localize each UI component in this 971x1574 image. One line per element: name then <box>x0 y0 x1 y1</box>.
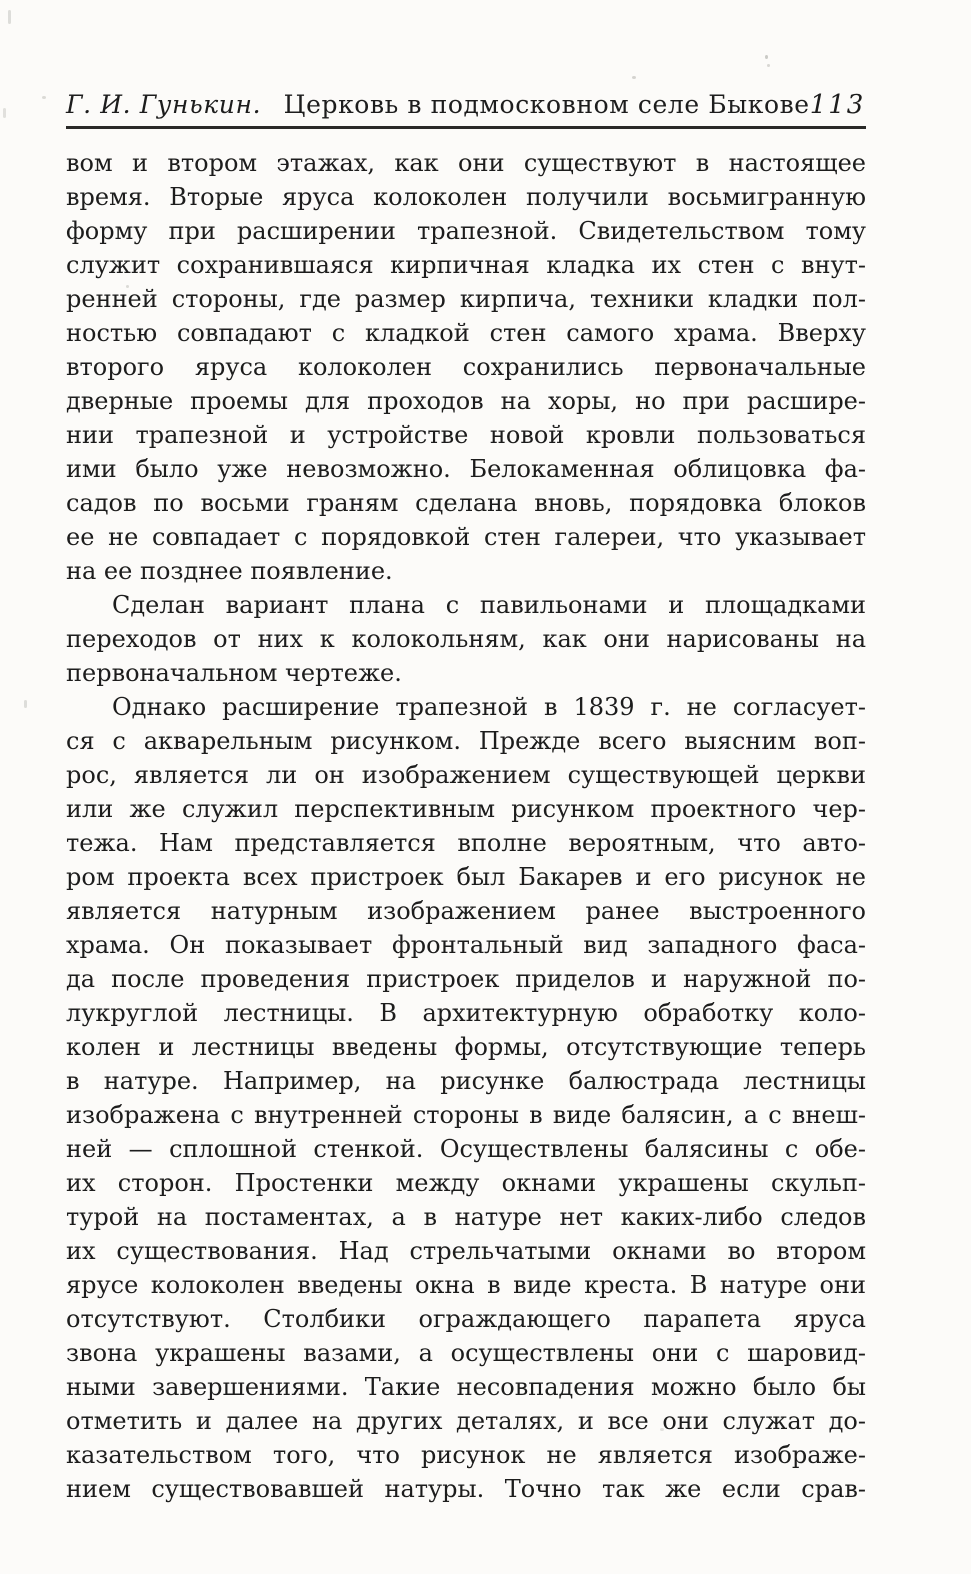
text-line: храма. Он показывает фронтальный вид западного фаса- <box>66 931 866 959</box>
text-line: форму при расширении трапезной. Свидетельством тому <box>66 217 866 245</box>
text-line: казательством того, что рисунок не является изображе- <box>66 1441 866 1469</box>
text-line: ными завершениями. Такие несовпадения можно было бы <box>66 1373 866 1401</box>
text-line: да после проведения пристроек приделов и наружной по- <box>66 965 866 993</box>
text-line: ее не совпадает с порядовкой стен галереи, что указывает <box>66 523 866 551</box>
text-line: время. Вторые яруса колоколен получили восьмигранную <box>66 183 866 211</box>
text-line: является натурным изображением ранее выстроенного <box>66 897 866 925</box>
text-line: ней — сплошной стенкой. Осуществлены балясины с обе- <box>66 1135 866 1163</box>
text-line: звона украшены вазами, а осуществлены они с шаровид- <box>66 1339 866 1367</box>
scan-speck <box>767 64 770 67</box>
text-line: ярусе колоколен введены окна в виде креста. В натуре они <box>66 1271 866 1299</box>
text-line: Сделан вариант плана с павильонами и площадками <box>112 591 866 619</box>
header-rule <box>66 126 866 129</box>
body-text <box>66 146 866 1506</box>
text-line: турой на постаментах, а в натуре нет каких-либо следов <box>66 1203 866 1231</box>
scan-speck <box>765 55 768 59</box>
scan-speck <box>42 96 46 99</box>
page-number: 113 <box>809 90 866 120</box>
text-line: рос, является ли он изображением существующей церкви <box>66 761 866 789</box>
text-line: отсутствуют. Столбики ограждающего парапета яруса <box>66 1305 866 1333</box>
text-line: ром проекта всех пристроек был Бакарев и его рисунок не <box>66 863 866 891</box>
text-line: садов по восьми граням сделана вновь, порядовка блоков <box>66 489 866 517</box>
scan-speck <box>3 108 6 118</box>
text-line: лукруглой лестницы. В архитектурную обработку коло- <box>66 999 866 1027</box>
text-line: вом и втором этажах, как они существуют в настоящее <box>66 149 866 177</box>
text-line: в натуре. Например, на рисунке балюстрада лестницы <box>66 1067 866 1095</box>
running-header-text <box>66 90 810 120</box>
header-title: Церковь в подмосковном селе Быкове <box>283 90 810 119</box>
text-line: их существования. Над стрельчатыми окнами во втором <box>66 1237 866 1265</box>
text-line: отметить и далее на других деталях, и все они служат до- <box>66 1407 866 1435</box>
text-line: первоначальном чертеже. <box>66 659 402 687</box>
scan-speck <box>8 10 11 24</box>
text-line: ими было уже невозможно. Белокаменная облицовка фа- <box>66 455 866 483</box>
text-line: Однако расширение трапезной в 1839 г. не согласует- <box>112 693 866 721</box>
text-line: переходов от них к колокольням, как они нарисованы на <box>66 625 866 653</box>
text-line: ностью совпадают с кладкой стен самого храма. Вверху <box>66 319 866 347</box>
text-line: колен и лестницы введены формы, отсутствующие теперь <box>66 1033 866 1061</box>
text-line: на ее позднее появление. <box>66 557 393 585</box>
scan-speck <box>24 700 27 708</box>
text-line: или же служил перспективным рисунком проектного чер- <box>66 795 866 823</box>
text-line: второго яруса колоколен сохранились первоначальные <box>66 353 866 381</box>
text-line: нием существовавшей натуры. Точно так же если срав- <box>66 1475 866 1503</box>
page-content <box>66 90 866 1506</box>
text-line: служит сохранившаяся кирпичная кладка их стен с внут- <box>66 251 866 279</box>
text-line: изображена с внутренней стороны в виде балясин, а с внеш- <box>66 1101 866 1129</box>
header-author: Г. И. Гунькин. <box>66 90 262 119</box>
text-line: тежа. Нам представляется вполне вероятным, что авто- <box>66 829 866 857</box>
text-line: их сторон. Простенки между окнами украшены скульп- <box>66 1169 866 1197</box>
text-line: дверные проемы для проходов на хоры, но при расшире- <box>66 387 866 415</box>
scan-speck <box>632 76 636 79</box>
text-line: нии трапезной и устройстве новой кровли пользоваться <box>66 421 866 449</box>
running-header <box>66 90 866 120</box>
text-line: ся с акварельным рисунком. Прежде всего выясним воп- <box>66 727 866 755</box>
text-line: ренней стороны, где размер кирпича, техники кладки пол- <box>66 285 866 313</box>
